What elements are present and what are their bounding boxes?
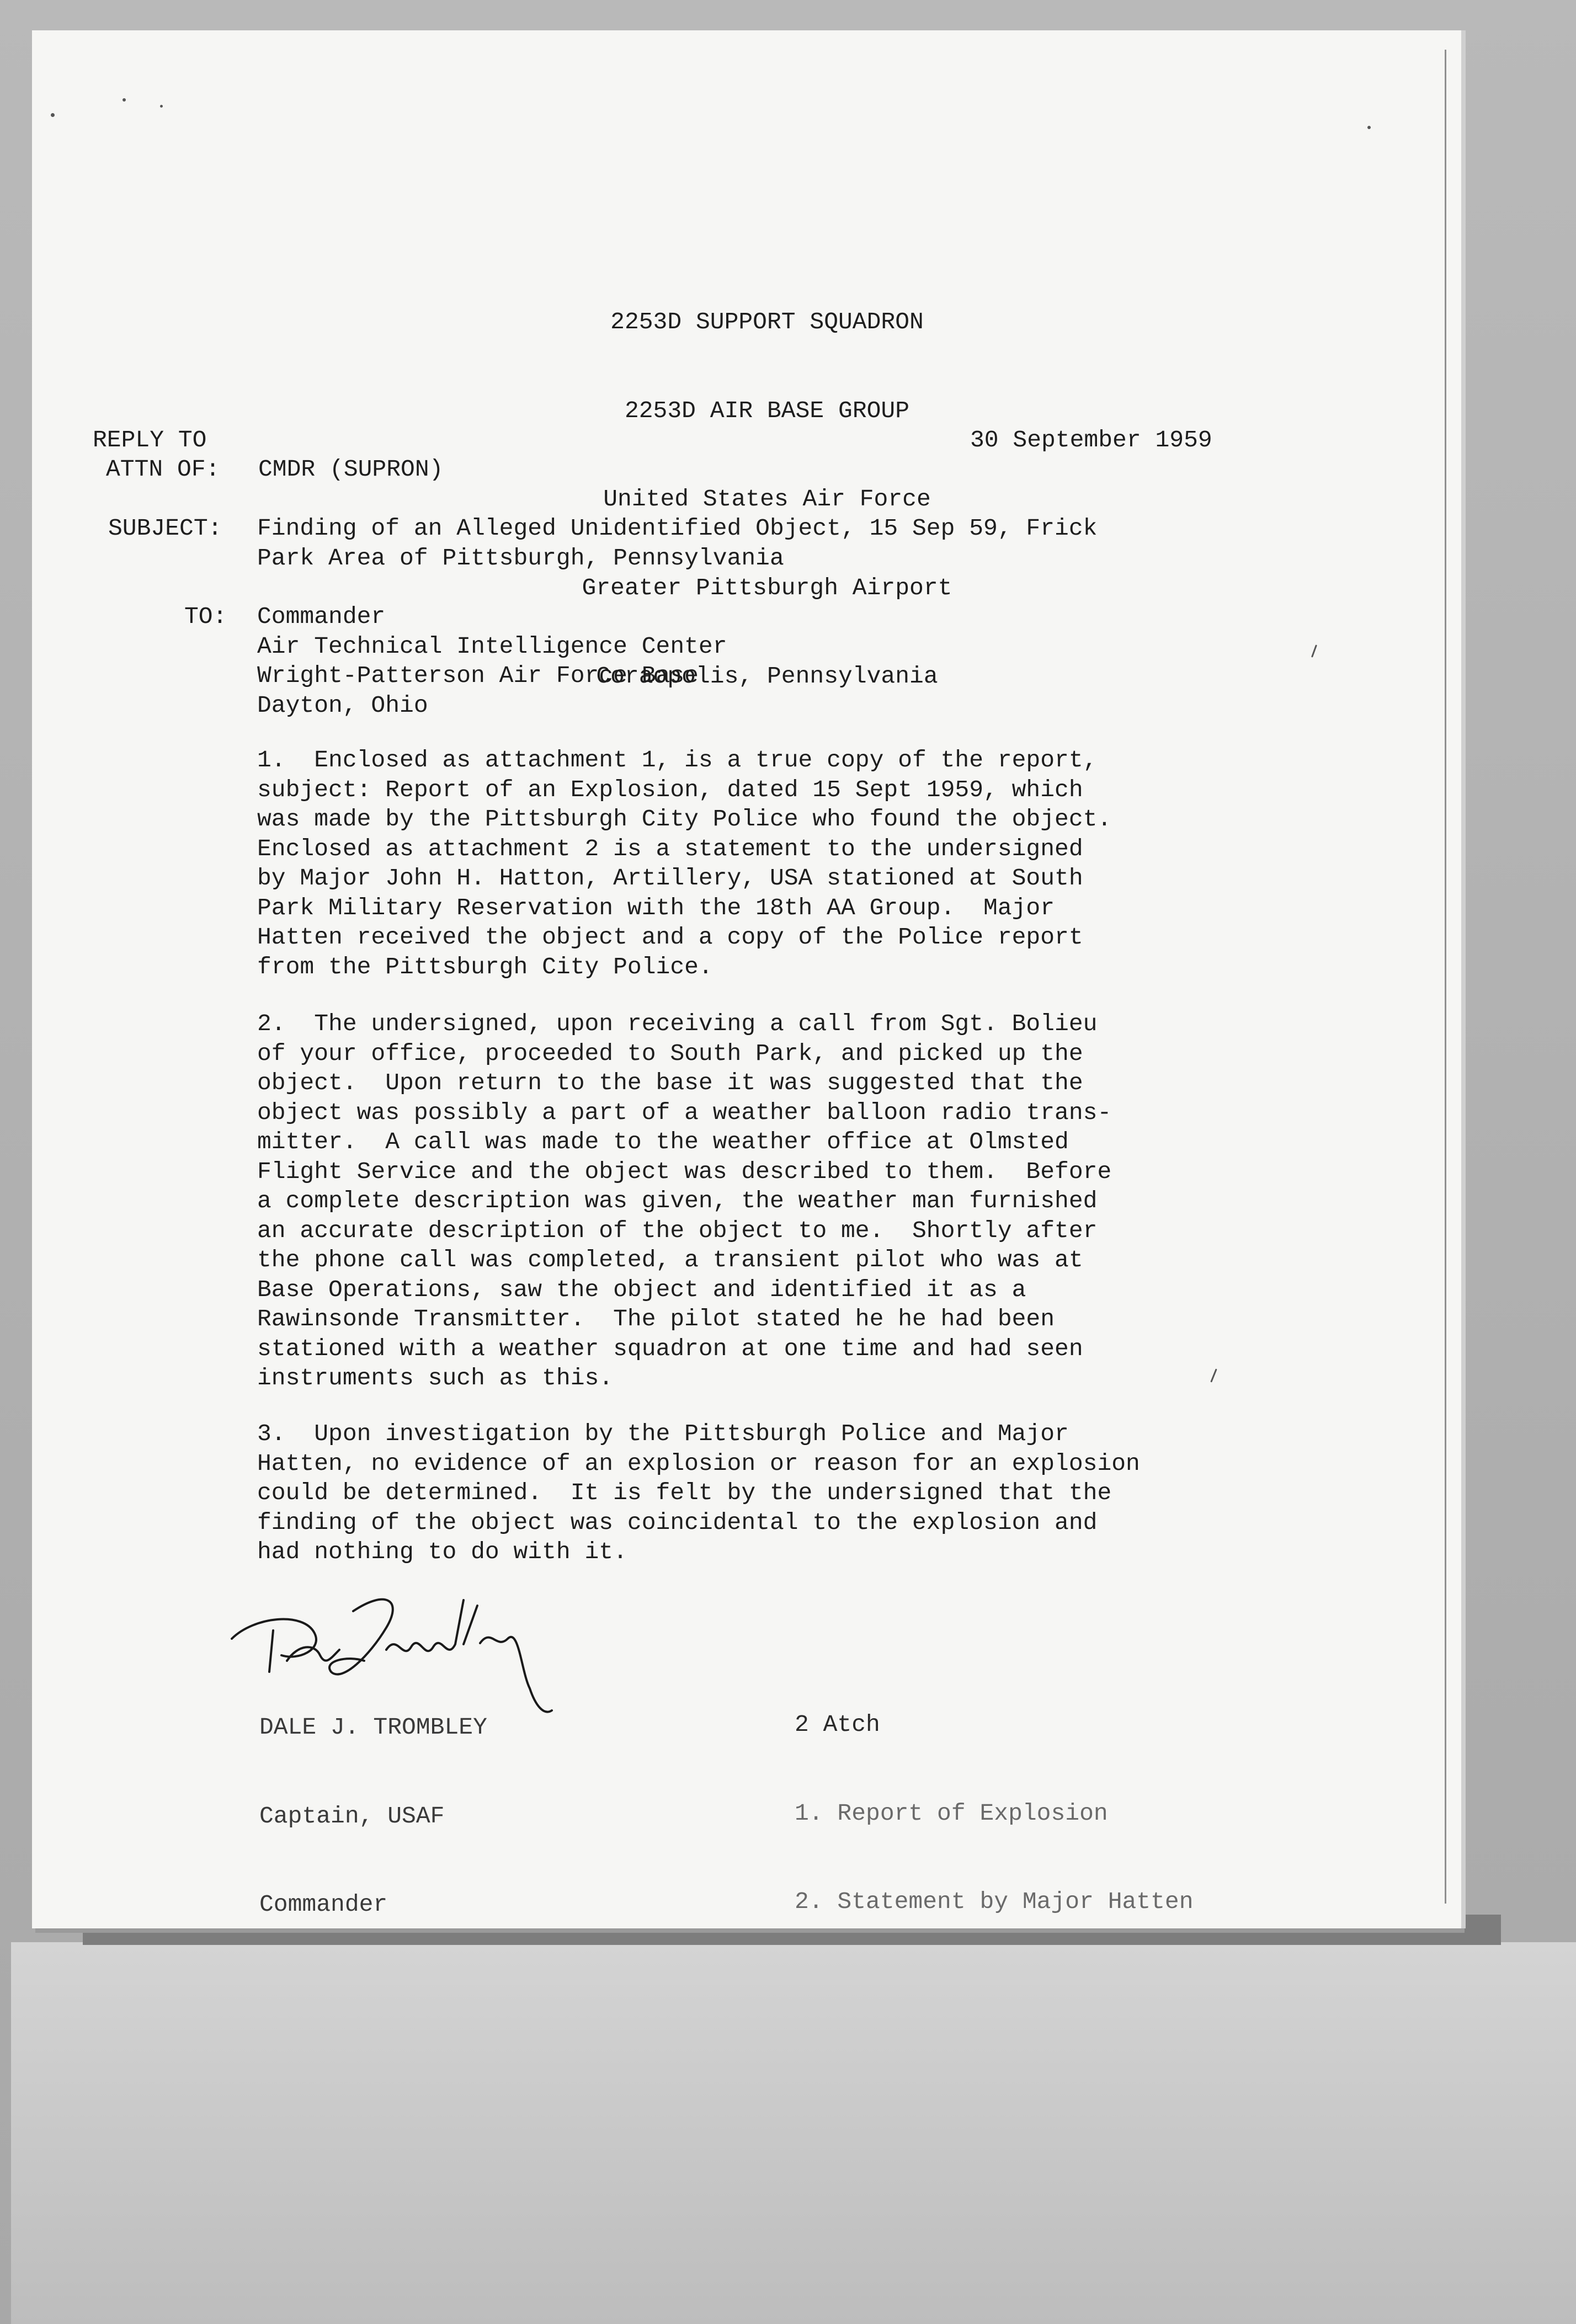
paragraph-3: 3. Upon investigation by the Pittsburgh Police and Major Hatten, no evidence of an explosion or reason for an explosion could be determined. It is felt by the undersigned that the finding of the object was coincidental to the explosion and had nothing to do with it. — [257, 1420, 1140, 1565]
attn-value: CMDR (SUPRON) — [258, 456, 444, 483]
sheet-right-edge — [1461, 30, 1466, 1928]
letter-date: 30 September 1959 — [970, 427, 1212, 454]
sheet-right-line — [1445, 50, 1446, 1904]
addressee: Commander Air Technical Intelligence Center Wright-Patterson Air Force Base Dayton, Ohio — [257, 603, 727, 719]
letterhead-line: United States Air Force — [603, 486, 931, 513]
signature-block — [259, 1654, 487, 1949]
attachment-item: 2. Statement by Major Hatten — [795, 1888, 1194, 1915]
subject-text: Finding of an Alleged Unidentified Object, 15 Sep 59, Frick Park Area of Pittsburgh, Pennsylvania — [257, 515, 1098, 572]
dust-speck — [160, 105, 163, 108]
paragraph-1: 1. Enclosed as attachment 1, is a true copy of the report, subject: Report of an Explosion, dated 15 Sept 1959, which was made by the Pittsburgh City Police who found the object. Enclosed as attachment 2 is a statement to the undersigned by Major John H. Hatton, Artillery, USA stationed at South Park Military Reservation with the 18th AA Group. Major Hatten received the object and a copy of the Police report from the Pittsburgh City Police. — [257, 747, 1112, 980]
dust-speck — [123, 98, 126, 102]
dust-speck — [51, 113, 55, 117]
letterhead-line: 2253D AIR BASE GROUP — [624, 397, 910, 424]
letterhead-line: Greater Pittsburgh Airport — [582, 574, 952, 601]
dust-speck — [1367, 126, 1371, 129]
letterhead-line: Coraopolis, Pennsylvania — [596, 663, 938, 690]
signer-title: Commander — [259, 1891, 388, 1918]
attachments-block — [795, 1651, 1194, 1946]
signer-rank: Captain, USAF — [259, 1802, 445, 1830]
signer-name: DALE J. TROMBLEY — [259, 1714, 487, 1741]
reply-to-label: REPLY TO — [93, 427, 207, 454]
attn-label: ATTN OF: — [106, 456, 220, 483]
attachment-item: 1. Report of Explosion — [795, 1799, 1108, 1827]
to-label: TO: — [184, 603, 227, 630]
letterhead-line: 2253D SUPPORT SQUADRON — [610, 308, 924, 335]
attachment-count: 2 Atch — [795, 1711, 880, 1738]
subject-label: SUBJECT: — [108, 515, 222, 542]
paragraph-2: 2. The undersigned, upon receiving a call from Sgt. Bolieu of your office, proceeded to South Park, and picked up the object. Upon return to the base it was suggested that the object was possibly a part of a weather balloon radio trans- mitter. A call was made to the weather office at Olmsted Flight Service and the object was described to them. Before a complete description was given, the weather man furnished an accurate description of the object to me. Shortly after the phone call was completed, a transient pilot who was at Base Operations, saw the object and identified it as a Rawinsonde Transmitter. The pilot stated he he had been stationed with a weather squadron at one time and had seen instruments such as this. — [257, 1010, 1112, 1392]
lower-photo-band — [11, 1942, 1576, 2324]
